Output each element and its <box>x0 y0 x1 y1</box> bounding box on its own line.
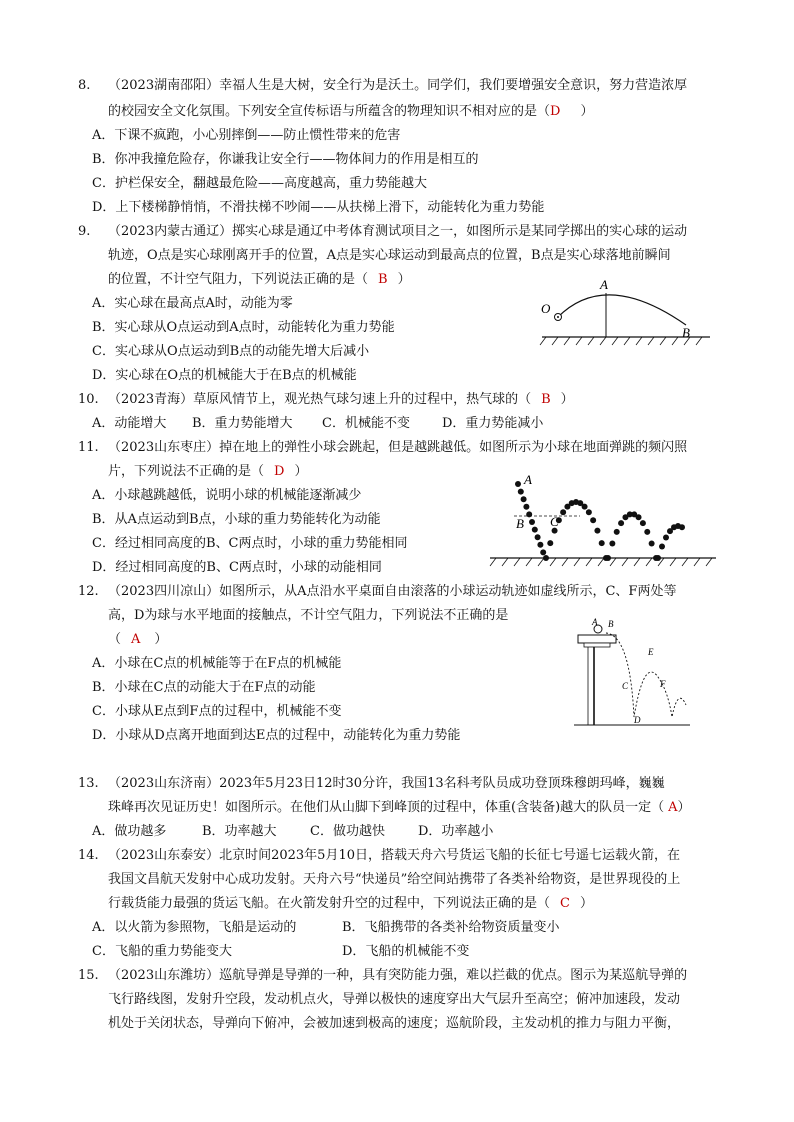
q14-options-row-1 <box>92 919 560 937</box>
q10-option-a: A．动能增大 <box>92 416 167 431</box>
flash-dot <box>649 540 655 546</box>
answer-mark: D <box>274 464 285 479</box>
q9-stem-line-3 <box>108 271 411 289</box>
ball-center <box>557 316 559 318</box>
q12-option-b: B．小球在C点的动能大于在F点的动能 <box>92 680 316 695</box>
q9-stem-line-1 <box>78 223 687 241</box>
label-a: A <box>600 277 608 292</box>
q11-stem-line-1 <box>78 439 687 457</box>
q12-option-c: C．小球从E点到F点的过程中，机械能不变 <box>92 704 342 719</box>
table-top <box>578 635 616 643</box>
stem-text: （2023湖南邵阳）幸福人生是大树，安全行为是沃土。同学们，我们要增强安全意识，努力营造浓厚 <box>108 78 688 93</box>
stem-text: （2023山东枣庄）掉在地上的弹性小球会跳起，但是越跳越低。如图所示为小球在地面弹跳的频闪照 <box>108 440 688 455</box>
paren-close: ） <box>560 392 574 407</box>
q13-options <box>92 823 493 841</box>
q8-option-b: B．你冲我撞危险存，你谦我让安全行——物体间力的作用是相互的 <box>92 152 479 167</box>
q13-option-c: C．做功越快 <box>310 824 385 839</box>
question-number: 14. <box>78 848 99 863</box>
q13-option-a: A．做功越多 <box>92 824 167 839</box>
label-a: A <box>592 617 598 627</box>
flash-dot <box>679 524 685 530</box>
stem-text: 片，下列说法不正确的是（ <box>108 464 265 479</box>
answer-mark: A <box>131 632 141 647</box>
stem-text: （2023山东泰安）北京时间2023年5月10日，搭载天舟六号货运飞船的长征七号遥七运载火箭，在 <box>108 848 680 863</box>
q14-stem-line-1 <box>78 847 680 865</box>
stem-text: （2023内蒙古通辽）掷实心球是通辽中考体育测试项目之一，如图所示是某同学掷出的实心球的运动 <box>108 224 688 239</box>
flash-dot <box>515 481 521 487</box>
paren-close: ） <box>294 464 308 479</box>
label-b: B <box>516 516 524 531</box>
q14-stem-line-3 <box>108 895 593 913</box>
q10-option-d: D．重力势能减小 <box>442 416 544 431</box>
paren-close: ） <box>154 632 168 647</box>
q8-option-c: C．护栏保安全，翻越最危险——高度越高，重力势能越大 <box>92 176 427 191</box>
q14-option-d: D．飞船的机械能不变 <box>342 944 470 959</box>
q12-stem-line-1 <box>78 583 676 601</box>
q15-stem-line-3: 机处于关闭状态，导弹向下俯冲，会被加速到极高的速度；巡航阶段，主发动机的推力与阻力平衡， <box>108 1016 681 1031</box>
stem-text: （2023青海）草原风情节上，观光热气球匀速上升的过程中，热气球的（ <box>108 392 532 407</box>
q11-option-c: C．经过相同高度的B、C两点时，小球的重力势能相同 <box>92 536 408 551</box>
q12-option-d: D．小球从D点离开地面到达E点的过程中，动能转化为重力势能 <box>92 728 461 743</box>
flash-dot <box>644 529 650 535</box>
q14-option-b: B．飞船携带的各类补给物资质量变小 <box>342 920 560 935</box>
flash-dot <box>521 496 527 502</box>
q11-option-d: D．经过相同高度的B、C两点时，小球的动能相同 <box>92 560 382 575</box>
flash-dot <box>582 504 588 510</box>
q12-stem-line-2: 高，D为球与水平地面的接触点，不计空气阻力，下列说法不正确的是 <box>108 608 509 623</box>
question-number: 9. <box>78 224 91 239</box>
answer-mark: B <box>541 392 551 407</box>
flash-dot <box>659 543 665 549</box>
label-b: B <box>682 325 690 340</box>
trajectory-curve <box>558 295 686 325</box>
q13-option-d: D．功率越小 <box>418 824 494 839</box>
q9-option-b: B．实心球从O点运动到A点时，动能转化为重力势能 <box>92 320 395 335</box>
flash-dot <box>560 509 566 515</box>
flash-dot <box>618 520 624 526</box>
ball-trajectory <box>606 633 686 717</box>
flash-dot <box>532 527 538 533</box>
flash-dot <box>523 504 529 510</box>
flash-dot <box>609 540 615 546</box>
q14-option-a: A．以火箭为参照物，飞船是运动的 <box>92 920 297 935</box>
question-number: 13. <box>78 776 99 791</box>
q14-stem-line-2: 我国文昌航天发射中心成功发射。天舟六号“快递员”给空间站携带了各类补给物资，是世界现役的上 <box>108 872 681 887</box>
q9-option-d: D．实心球在O点的机械能大于在B点的机械能 <box>92 368 357 383</box>
label-d: D <box>634 715 641 725</box>
q11-bouncing-ball-figure <box>488 470 720 570</box>
stem-text: 的校园安全文化氛围。下列安全宣传标语与所蕴含的物理知识不相对应的是（ <box>108 104 551 119</box>
flash-dot <box>535 534 541 540</box>
stem-text: 珠峰再次见证历史！如图所示。在他们从山脚下到峰顶的过程中，体重(含装备)越大的队员一定（ <box>108 800 665 815</box>
answer-mark: B <box>378 272 388 287</box>
flash-dot <box>537 542 543 548</box>
stem-text: （2023山东潍坊）巡航导弹是导弹的一种，具有突防能力强，难以拦截的优点。图示为某巡航导弹的 <box>108 968 688 983</box>
label-b: B <box>608 619 614 629</box>
table-apron <box>584 643 610 647</box>
bounce-dots <box>515 481 685 561</box>
stem-text: 行载货能力最强的货运飞船。在火箭发射升空的过程中，下列说法正确的是（ <box>108 896 551 911</box>
q15-stem-line-1 <box>78 967 687 985</box>
question-number: 15. <box>78 968 99 983</box>
q13-option-b: B．功率越大 <box>202 824 277 839</box>
q11-stem-line-2 <box>108 463 307 481</box>
paren-close: ） <box>579 896 593 911</box>
q9-stem-line-2: 轨迹，O点是实心球刚离开手的位置，A点是实心球运动到最高点的位置，B点是实心球落地前瞬间 <box>108 248 671 263</box>
q13-stem-line-1 <box>78 775 665 793</box>
stem-text: 的位置，不计空气阻力，下列说法正确的是（ <box>108 272 369 287</box>
q14-option-c: C．飞船的重力势能变大 <box>92 944 232 959</box>
q12-option-a: A．小球在C点的机械能等于在F点的机械能 <box>92 656 342 671</box>
flash-dot <box>594 528 600 534</box>
q9-trajectory-figure <box>538 275 718 350</box>
question-number: 10. <box>78 392 99 407</box>
flash-dot <box>547 540 553 546</box>
q14-options-row-2 <box>92 943 469 961</box>
label-o: O <box>541 301 551 316</box>
q10-stem-line-1 <box>78 391 574 409</box>
paren-open: （ <box>108 632 122 647</box>
flash-dot <box>590 517 596 523</box>
flash-dot <box>614 529 620 535</box>
ground-hatch <box>540 337 702 345</box>
flash-dot <box>586 509 592 515</box>
q15-stem-line-2: 飞行路线图，发射升空段，发动机点火，导弹以极快的速度穿出大气层升至高空；俯冲加速段，发动 <box>108 992 681 1007</box>
q9-option-a: A．实心球在最高点A时，动能为零 <box>92 296 293 311</box>
flash-dot <box>599 540 605 546</box>
paren-close: ） <box>580 104 594 119</box>
stem-text: （2023四川凉山）如图所示，从A点沿水平桌面自由滚落的小球运动轨迹如虚线所示，C、F两处等 <box>108 584 677 599</box>
paren-close: ） <box>397 272 411 287</box>
flash-dot <box>526 511 532 517</box>
ground-hatch <box>490 558 712 566</box>
q8-stem-line-1 <box>78 77 687 95</box>
q10-option-c: C．机械能不变 <box>322 416 410 431</box>
flash-dot <box>663 535 669 541</box>
stem-text: （2023山东济南）2023年5月23日12时30分许，我国13名科考队员成功登顶珠穆朗玛峰，巍巍 <box>108 776 665 791</box>
q13-stem-line-2 <box>108 799 691 817</box>
question-number: 12. <box>78 584 99 599</box>
answer-mark: A <box>668 800 678 815</box>
label-f: F <box>660 679 666 689</box>
label-c: C <box>550 514 559 529</box>
flash-dot <box>518 489 524 495</box>
label-e: E <box>648 647 654 657</box>
flash-dot <box>636 514 642 520</box>
q8-stem-line-2 <box>108 103 593 121</box>
q12-table-ball-figure <box>572 617 692 729</box>
question-number: 8. <box>78 78 91 93</box>
q11-option-a: A．小球越跳越低，说明小球的机械能逐渐减少 <box>92 488 362 503</box>
answer-mark: C <box>560 896 570 911</box>
q8-option-a: A．下课不疯跑，小心别摔倒——防止惯性带来的危害 <box>92 128 401 143</box>
flash-dot <box>529 519 535 525</box>
q9-option-c: C．实心球从O点运动到B点的动能先增大后减小 <box>92 344 370 359</box>
flash-dot <box>640 520 646 526</box>
answer-mark: D <box>550 104 561 119</box>
q8-option-d: D．上下楼梯静悄悄，不滑扶梯不吵闹——从扶梯上滑下，动能转化为重力势能 <box>92 200 545 215</box>
label-a: A <box>524 472 532 487</box>
flash-dot <box>540 549 546 555</box>
q10-option-b: B．重力势能增大 <box>192 416 293 431</box>
label-c: C <box>622 681 629 691</box>
q10-options <box>92 415 543 433</box>
question-number: 11. <box>78 440 99 455</box>
paren-close: ） <box>677 800 691 815</box>
q12-stem-line-3 <box>108 631 167 649</box>
q11-option-b: B．从A点运动到B点，小球的重力势能转化为动能 <box>92 512 381 527</box>
